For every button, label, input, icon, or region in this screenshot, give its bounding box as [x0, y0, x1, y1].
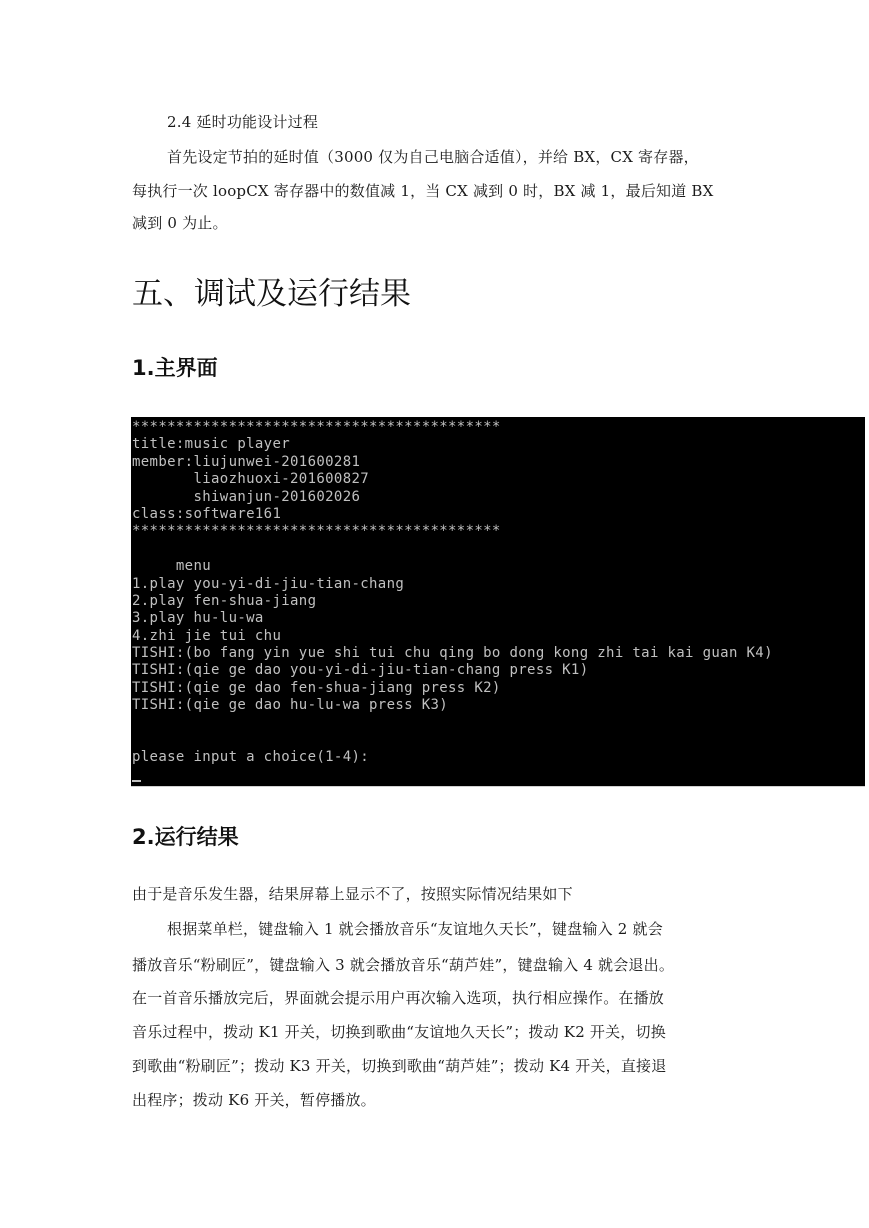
- paragraph-line: 到歌曲“粉刷匠”；拨动 K3 开关，切换到歌曲“葫芦娃”；拨动 K4 开关，直接退: [132, 1057, 667, 1075]
- terminal-line: ******************************************: [132, 419, 501, 435]
- terminal-line: menu: [132, 558, 212, 575]
- terminal-screenshot: [131, 417, 865, 786]
- terminal-line: TISHI:(qie ge dao fen-shua-jiang press K2): [132, 679, 501, 696]
- paragraph-line: 每执行一次 loopCX 寄存器中的数值减 1，当 CX 减到 0 时，BX 减 1，最后知道 BX: [132, 182, 714, 200]
- run-result-heading: 2.运行结果: [132, 825, 239, 849]
- terminal-line: 1.play you-yi-di-jiu-tian-chang: [132, 575, 405, 592]
- paragraph-line: 在一首音乐播放完后，界面就会提示用户再次输入选项，执行相应操作。在播放: [132, 989, 665, 1007]
- section-heading-2-4: 2.4 延时功能设计过程: [167, 113, 319, 131]
- terminal-line: [132, 715, 865, 732]
- main-ui-heading: 1.主界面: [132, 356, 218, 380]
- terminal-line: TISHI:(qie ge dao you-yi-di-jiu-tian-chang press K1): [132, 662, 589, 679]
- paragraph-line: 播放音乐“粉刷匠”，键盘输入 3 就会播放音乐“葫芦娃”，键盘输入 4 就会退出。: [132, 956, 675, 974]
- terminal-line: TISHI:(qie ge dao hu-lu-wa press K3): [132, 697, 449, 714]
- terminal-line: [132, 541, 865, 558]
- terminal-line: member:liujunwei-201600281: [132, 453, 361, 470]
- terminal-line: 2.play fen-shua-jiang: [132, 592, 317, 609]
- paragraph-line: 音乐过程中，拨动 K1 开关，切换到歌曲“友谊地久天长”；拨动 K2 开关，切换: [132, 1023, 666, 1041]
- text-cursor: [132, 780, 141, 782]
- chapter-title: 五、调试及运行结果: [132, 276, 411, 312]
- terminal-prompt-line: please input a choice(1-4):: [132, 749, 370, 766]
- terminal-line: shiwanjun-201602026: [132, 488, 361, 505]
- terminal-line: liaozhuoxi-201600827: [132, 471, 370, 488]
- paragraph-line: 首先设定节拍的延时值（3000 仅为自己电脑合适值），并给 BX，CX 寄存器，: [167, 148, 699, 166]
- terminal-line: 4.zhi jie tui chu: [132, 627, 282, 644]
- terminal-line: ******************************************: [132, 523, 501, 540]
- terminal-line: title:music player: [132, 436, 291, 453]
- paragraph-line: 根据菜单栏，键盘输入 1 就会播放音乐“友谊地久天长”，键盘输入 2 就会: [167, 920, 663, 938]
- paragraph-line: 减到 0 为止。: [132, 214, 228, 232]
- terminal-line: [132, 732, 865, 749]
- terminal-bottom-border: [131, 786, 865, 787]
- terminal-line: TISHI:(bo fang yin yue shi tui chu qing bo dong kong zhi tai kai guan K4): [132, 645, 773, 662]
- intro-line: 由于是音乐发生器，结果屏幕上显示不了，按照实际情况结果如下: [132, 885, 573, 903]
- terminal-cursor-line: [132, 767, 865, 784]
- paragraph-line: 出程序；拨动 K6 开关，暂停播放。: [132, 1091, 376, 1109]
- terminal-line: 3.play hu-lu-wa: [132, 610, 264, 627]
- terminal-line: class:software161: [132, 505, 282, 522]
